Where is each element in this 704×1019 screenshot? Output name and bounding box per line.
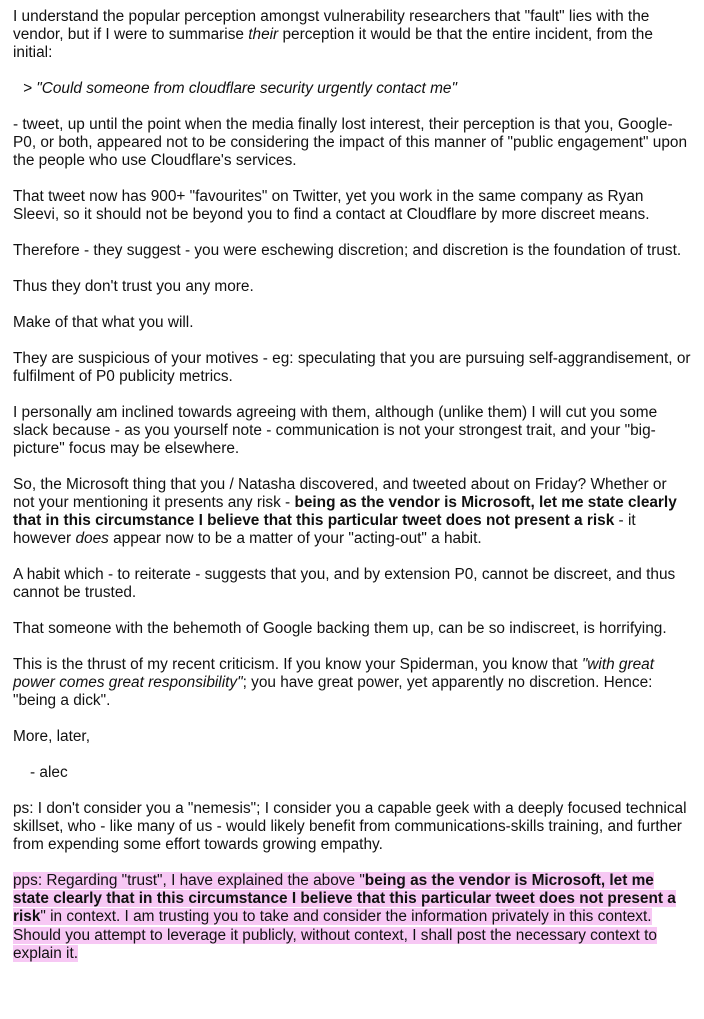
- paragraph-inclined: I personally am inclined towards agreeing with them, although (unlike them) I will cut you some slack because - as you yourself note - communication is not your strongest trait, and your "big-picture" focus may be elsewhere.: [13, 403, 658, 457]
- spiderman-quote: "with great power comes great responsibility": [13, 656, 655, 692]
- paragraph-favourites: That tweet now has 900+ "favourites" on Twitter, yet you work in the same company as Ryan Sleevi, so it should not be beyond you to find a contact at Cloudflare by more discreet means.: [13, 188, 650, 224]
- signature: - alec: [30, 764, 68, 781]
- paragraph-make-of-that: Make of that what you will.: [13, 313, 194, 331]
- paragraph-suspicious: They are suspicious of your motives - eg: speculating that you are pursuing self-aggrandisement, or fulfilment of P0 publicity metrics.: [13, 349, 691, 385]
- paragraph-more-later: More, later,: [13, 728, 90, 746]
- microsoft-bold-statement: being as the vendor is Microsoft, let me state clearly that in this circumstance I believe that this particular tweet does not present a risk: [13, 494, 677, 530]
- pps-text-c: " in context. I am trusting you to take and consider the information privately in this context. Should you attempt to leverage it publicly, without context, I shall post the necessary context to explain it.: [13, 908, 657, 962]
- paragraph-trust: Thus they don't trust you any more.: [13, 278, 254, 295]
- microsoft-text-c: - it however: [13, 512, 636, 548]
- quoted-tweet: > "Could someone from cloudflare security urgently contact me": [23, 80, 457, 98]
- spiderman-text-c: ; you have great power, yet apparently no discretion. Hence: "being a dick".: [13, 674, 653, 710]
- paragraph-intro: [13, 8, 692, 63]
- paragraph-habit: A habit which - to reiterate - suggests that you, and by extension P0, cannot be discreet, and thus cannot be trusted.: [13, 566, 676, 602]
- microsoft-text-a: So, the Microsoft thing that you / Natasha discovered, and tweeted about on Friday? Whether or not your mentioning it presents any risk -: [13, 475, 667, 511]
- paragraph-microsoft: [13, 476, 692, 549]
- intro-text-c: perception it would be that the entire incident, from the initial:: [13, 26, 653, 62]
- paragraph-tweet-impact: - tweet, up until the point when the media finally lost interest, their perception is that you, Google-P0, or both, appeared not to be considering the impact of this manner of "public engagement" upon the people who use Cloudflare's services.: [13, 116, 688, 170]
- paragraph-ps: ps: I don't consider you a "nemesis"; I consider you a capable geek with a deeply focused technical skillset, who - like many of us - would likely benefit from communications-skills training, and further from expending some effort towards growing empathy.: [13, 799, 687, 854]
- microsoft-text-emphasis: does: [75, 530, 109, 548]
- intro-text-emphasis: their: [248, 26, 279, 44]
- paragraph-pps: [13, 872, 692, 963]
- spiderman-text-a: This is the thrust of my recent criticism. If you know your Spiderman, you know that: [13, 656, 582, 673]
- paragraph-behemoth: That someone with the behemoth of Google backing them up, can be so indiscreet, is horrifying.: [13, 620, 667, 638]
- paragraph-spiderman: [13, 656, 692, 711]
- microsoft-text-e: appear now to be a matter of your "acting-out" a habit.: [108, 530, 482, 548]
- pps-highlight: [13, 872, 676, 962]
- pps-text-a: pps: Regarding "trust", I have explained the above ": [13, 872, 365, 889]
- pps-bold-statement: being as the vendor is Microsoft, let me state clearly that in this circumstance I believe that this particular tweet does not present a risk: [13, 872, 676, 926]
- paragraph-discretion: Therefore - they suggest - you were eschewing discretion; and discretion is the foundation of trust.: [13, 242, 682, 260]
- intro-text-a: I understand the popular perception amongst vulnerability researchers that "fault" lies with the vendor, but if I were to summarise: [13, 8, 650, 44]
